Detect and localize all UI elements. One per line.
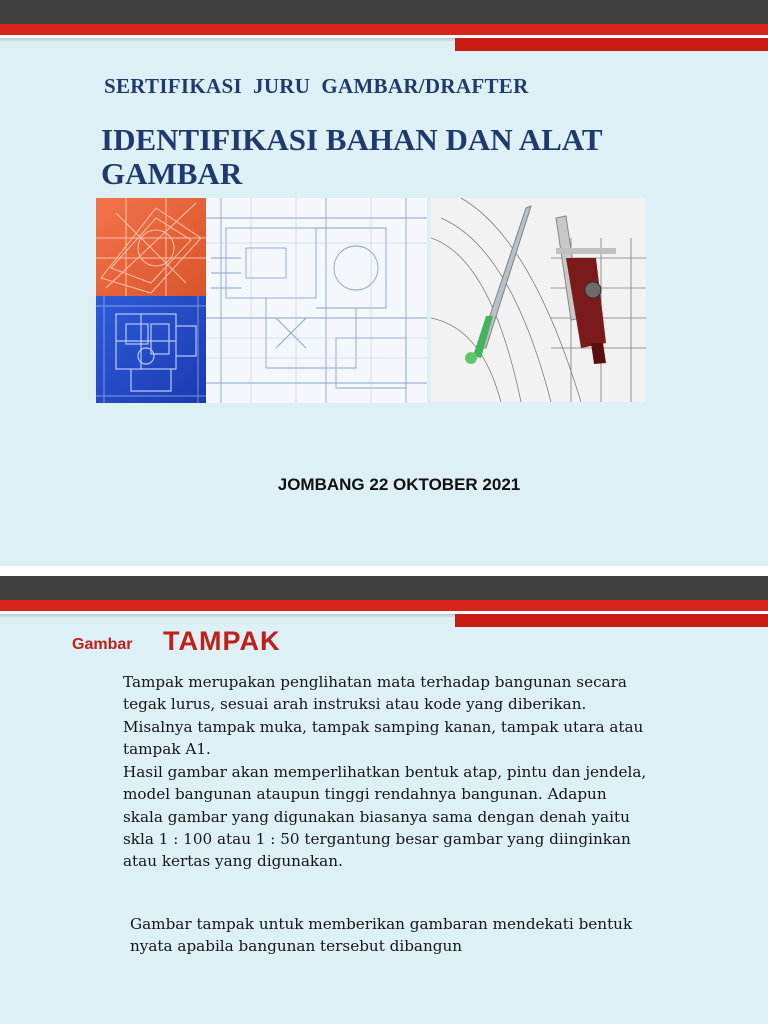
paragraph-purpose <box>130 913 720 958</box>
title-line: GAMBAR <box>101 156 243 191</box>
heading-title: TAMPAK <box>163 626 281 656</box>
paragraph-line: nyata apabila bangunan tersebut dibangun <box>130 937 463 956</box>
heading-prefix: Gambar <box>72 636 133 653</box>
paragraph-definition <box>123 671 713 760</box>
paragraph-line: skala gambar yang digunakan biasanya sama dengan denah yaitu <box>123 807 630 826</box>
architectural-plan-image <box>206 198 427 403</box>
title-line: IDENTIFIKASI BAHAN DAN ALAT <box>101 122 603 157</box>
paragraph-line: Hasil gambar akan memperlihatkan bentuk atap, pintu dan jendela, <box>123 763 647 781</box>
paragraph-line: atau kertas yang digunakan. <box>123 852 343 871</box>
paragraph-result <box>123 761 713 872</box>
paragraph-line: Tampak merupakan penglihatan mata terhadap bangunan secara <box>123 673 627 691</box>
slide-date: JOMBANG 22 OKTOBER 2021 <box>277 475 521 494</box>
blue-floorplan-image <box>96 296 206 403</box>
paragraph-line: Misalnya tampak muka, tampak samping kanan, tampak utara atau <box>123 717 644 736</box>
drafting-tools-image <box>431 198 646 402</box>
header-stripe <box>0 0 768 56</box>
slide-subtitle: SERTIFIKASI JURU GAMBAR/DRAFTER <box>104 74 529 98</box>
paragraph-line: tampak A1. <box>123 739 211 758</box>
paragraph-line: skla 1 : 100 atau 1 : 50 tergantung besar gambar yang diinginkan <box>123 829 631 848</box>
slide-title <box>101 123 701 191</box>
paragraph-line: Gambar tampak untuk memberikan gambaran mendekati bentuk <box>130 915 633 933</box>
paragraph-line: model bangunan ataupun tinggi rendahnya bangunan. Adapun <box>123 785 607 804</box>
header-stripe <box>0 576 768 632</box>
orange-blueprint-image <box>96 198 206 296</box>
slide-separator <box>0 566 768 576</box>
paragraph-line: tegak lurus, sesuai arah instruksi atau kode yang diberikan. <box>123 695 587 714</box>
